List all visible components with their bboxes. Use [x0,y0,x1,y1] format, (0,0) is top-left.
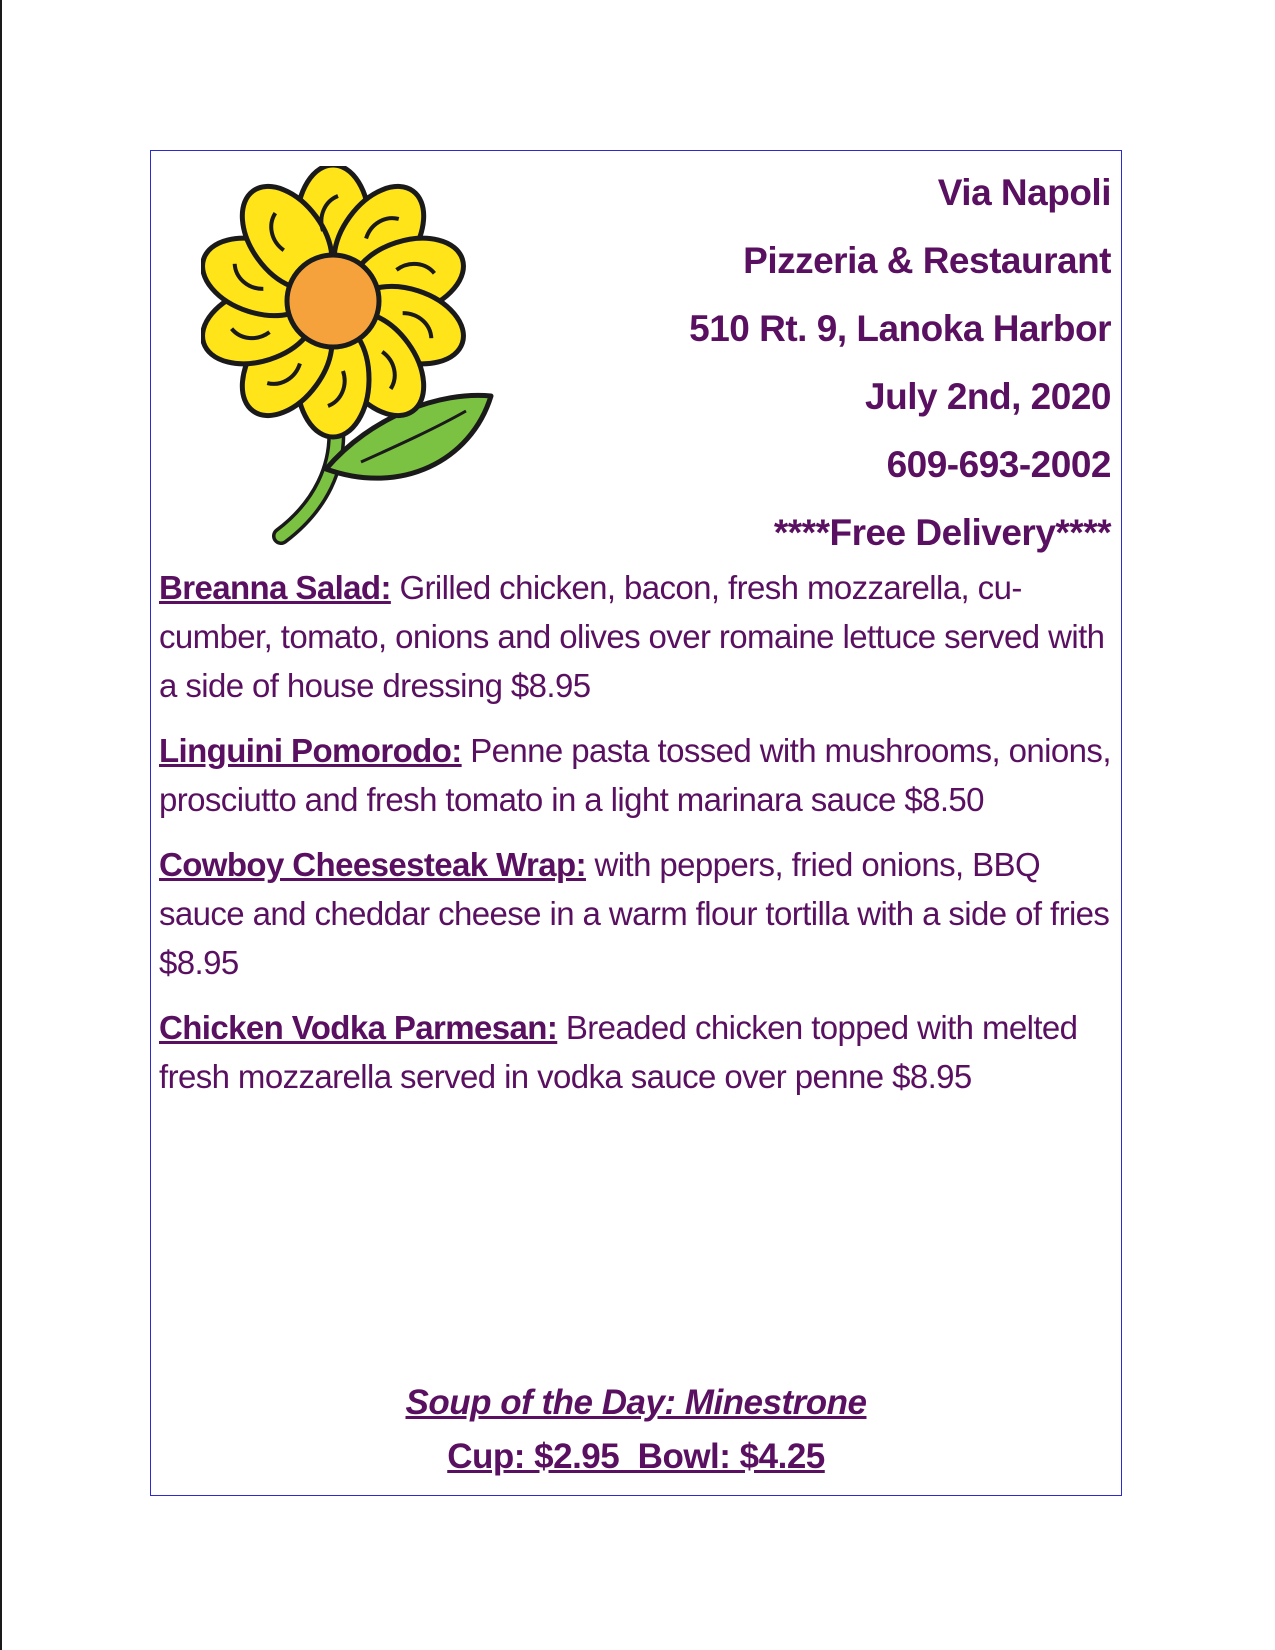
menu-item [159,1003,1114,1101]
menu-item-name: Linguini Pomorodo: [159,732,462,769]
menu-item [159,840,1114,987]
menu-item-price: $8.95 [892,1058,972,1095]
menu-date: July 2nd, 2020 [865,376,1111,417]
menu-item-name: Chicken Vodka Parmesan: [159,1009,558,1046]
flower-icon [201,166,501,551]
menu-item-description: with peppers, fried onions, BBQ sauce and cheddar cheese in a warm flour tortilla with a side of fries [159,846,1110,932]
menu-item-price: $8.50 [904,781,984,818]
restaurant-phone: 609-693-2002 [886,444,1111,485]
menu-item-price: $8.95 [510,667,591,704]
menu-items [159,563,1114,1117]
menu-item [159,563,1114,710]
soup-prices: Cup: $2.95 Bowl: $4.25 [447,1437,825,1476]
menu-item [159,726,1114,824]
delivery-promo: ****Free Delivery**** [773,512,1111,553]
soup-of-the-day [151,1376,1121,1484]
menu-item-name: Breanna Salad: [159,569,391,606]
restaurant-subtitle: Pizzeria & Restaurant [743,240,1111,281]
restaurant-address: 510 Rt. 9, Lanoka Harbor [689,308,1111,349]
menu-item-description: Grilled chicken, bacon, fresh mozzarella, cu-cumber, tomato, onions and olives over romaine lettuce served with a side of house dressing [159,569,1105,704]
menu-item-price: $8.95 [159,944,239,981]
page-edge-line [0,0,2,1650]
menu-frame [150,150,1122,1496]
menu-item-name: Cowboy Cheesesteak Wrap: [159,846,586,883]
menu-item-description: Breaded chicken topped with melted fresh mozzarella served in vodka sauce over penne [159,1009,1078,1095]
soup-title: Soup of the Day: Minestrone [405,1383,867,1422]
restaurant-header [491,159,1111,567]
restaurant-name: Via Napoli [937,172,1111,213]
menu-item-description: Penne pasta tossed with mushrooms, onions, prosciutto and fresh tomato in a light marinara sauce [159,732,1111,818]
